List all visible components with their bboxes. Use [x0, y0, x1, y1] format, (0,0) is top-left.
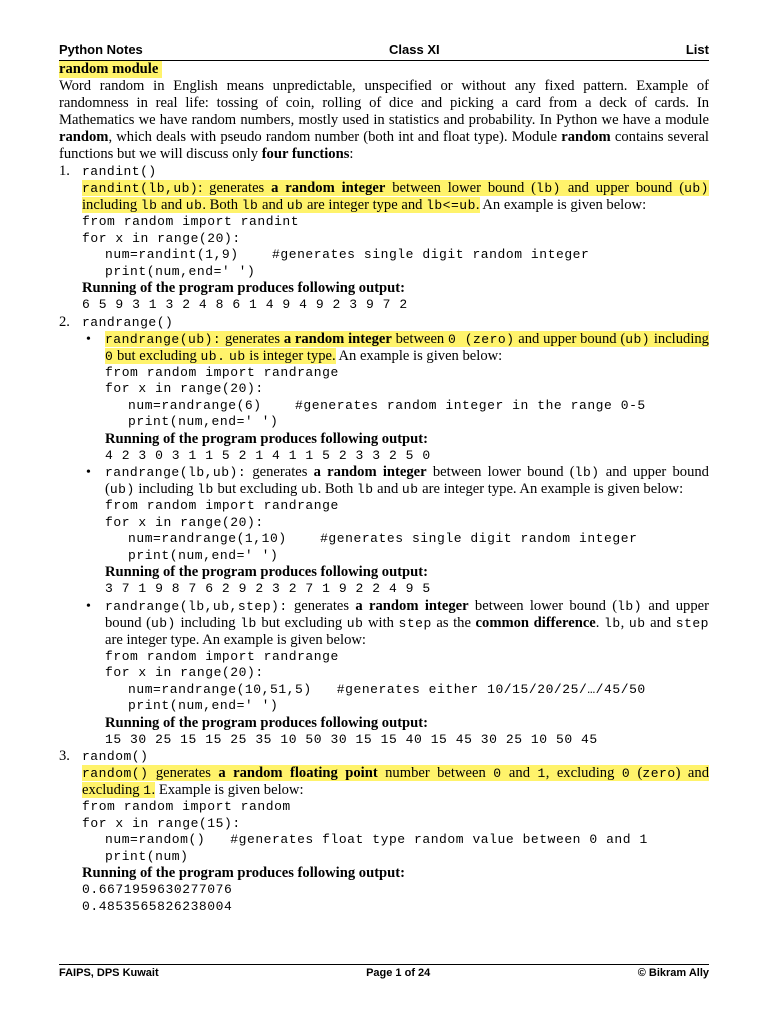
item-number: 3. — [59, 748, 70, 764]
item-number: 2. — [59, 313, 70, 330]
item-heading: randrange() — [82, 314, 174, 330]
footer-center: Page 1 of 24 — [366, 967, 431, 979]
output-label: Running of the program produces following output: — [105, 430, 429, 447]
item-description: randrange(lb,ub): generates a random integer between lower bound (lb) and upper bound (ub) including lb but excluding ub. Both lb and ub are integer type. An example is given below: — [105, 464, 709, 497]
code-line: from random import randrange — [105, 648, 339, 664]
footer-left: FAIPS, DPS Kuwait — [59, 967, 159, 979]
program-output: 4 2 3 0 3 1 1 5 2 1 4 1 1 5 2 3 3 2 5 0 — [105, 447, 431, 463]
list-item-random — [59, 748, 709, 915]
program-output — [82, 882, 709, 915]
output-line: 0.6671959630277076 — [82, 882, 233, 897]
code-line: for x in range(20): — [82, 230, 241, 246]
code-line: num=randrange(6) #generates random integer in the range 0-5 — [128, 397, 646, 413]
page-header — [59, 42, 709, 61]
code-line: for x in range(20): — [105, 514, 264, 530]
code-block — [82, 214, 709, 280]
bullet-icon: • — [86, 331, 91, 347]
header-left: Python Notes — [59, 42, 143, 57]
output-label: Running of the program produces following output: — [105, 564, 429, 580]
output-line: 0.4853565826238004 — [82, 898, 233, 914]
item-description: randint(lb,ub): generates a random integer between lower bound (lb) and upper bound (ub) including lb and ub. Both lb and ub are integer type and lb<=ub. An example is given below: — [82, 180, 709, 213]
footer-right: © Bikram Ally — [637, 967, 709, 979]
item-description: random() generates a random floating point number between 0 and 1, excluding 0 (zero) and excluding 1. Example is given below: — [82, 765, 709, 798]
intro-paragraph: Word random in English means unpredictable, unspecified or without any fixed pattern. Example of randomness in real life: tossing of coin, rolling of dice and picking a card from a deck of cards. In Mathematics we have random numbers, mostly used in statistics and probability. In Python we have a module random, which deals with pseudo random number (both int and float type). Module random contains several functions but we will discuss only four functions: — [59, 78, 709, 162]
code-line: num=randint(1,9) #generates single digit random integer — [105, 247, 590, 262]
code-line: num=randrange(10,51,5) #generates either 10/15/20/25/…/45/50 — [128, 681, 646, 697]
code-line: from random import randrange — [105, 498, 339, 513]
item-number: 1. — [59, 163, 70, 179]
list-item-randrange — [59, 314, 709, 331]
item-description: randrange(lb,ub,step): generates a random integer between lower bound (lb) and upper bound (ub) including lb but excluding ub with step as the common difference. lb, ub and step are integer type. An example is given below: — [105, 597, 709, 648]
code-block — [105, 649, 709, 715]
section-title: random module — [59, 61, 162, 78]
bullet-icon: • — [86, 465, 91, 480]
document-body — [59, 61, 709, 915]
item-heading: randint() — [82, 164, 157, 179]
header-right: List — [685, 42, 709, 57]
page — [59, 42, 709, 915]
code-line: for x in range(20): — [105, 381, 264, 396]
code-block — [82, 799, 709, 865]
code-line: num=randrange(1,10) #generates single digit random integer — [128, 531, 638, 546]
item-description: randrange(ub): generates a random integer between 0 (zero) and upper bound (ub) including 0 but excluding ub. ub is integer type. An example is given below: — [105, 330, 709, 364]
code-line: print(num,end=' ') — [105, 263, 256, 279]
output-label: Running of the program produces following output: — [82, 865, 406, 881]
header-center: Class XI — [389, 42, 440, 57]
code-line: from random import random — [82, 799, 291, 814]
code-line: from random import randint — [82, 214, 300, 229]
output-label: Running of the program produces following output: — [82, 280, 406, 296]
code-block — [105, 498, 709, 564]
code-line: print(num,end=' ') — [128, 698, 279, 713]
bullet-icon: • — [86, 598, 91, 614]
program-output: 3 7 1 9 8 7 6 2 9 2 3 2 7 1 9 2 2 4 9 5 — [105, 581, 431, 596]
bullet-randrange-lb-ub — [59, 464, 709, 598]
page-footer — [59, 964, 709, 979]
code-line: num=random() #generates float type random value between 0 and 1 — [105, 832, 648, 847]
bullet-randrange-ub — [59, 331, 709, 465]
item-heading: random() — [82, 749, 149, 764]
code-line: print(num) — [105, 848, 189, 864]
code-block — [105, 365, 709, 431]
code-line: for x in range(20): — [105, 665, 264, 680]
code-line: for x in range(15): — [82, 815, 241, 831]
code-line: from random import randrange — [105, 364, 339, 380]
bullet-randrange-lb-ub-step — [59, 598, 709, 749]
output-label: Running of the program produces following output: — [105, 714, 429, 731]
program-output: 15 30 25 15 15 25 35 10 50 30 15 15 40 15 45 30 25 10 50 45 — [105, 731, 598, 747]
code-line: print(num,end=' ') — [128, 414, 279, 429]
list-item-randint — [59, 163, 709, 314]
program-output: 6 5 9 3 1 3 2 4 8 6 1 4 9 4 9 2 3 9 7 2 — [82, 297, 408, 312]
code-line: print(num,end=' ') — [128, 547, 279, 563]
